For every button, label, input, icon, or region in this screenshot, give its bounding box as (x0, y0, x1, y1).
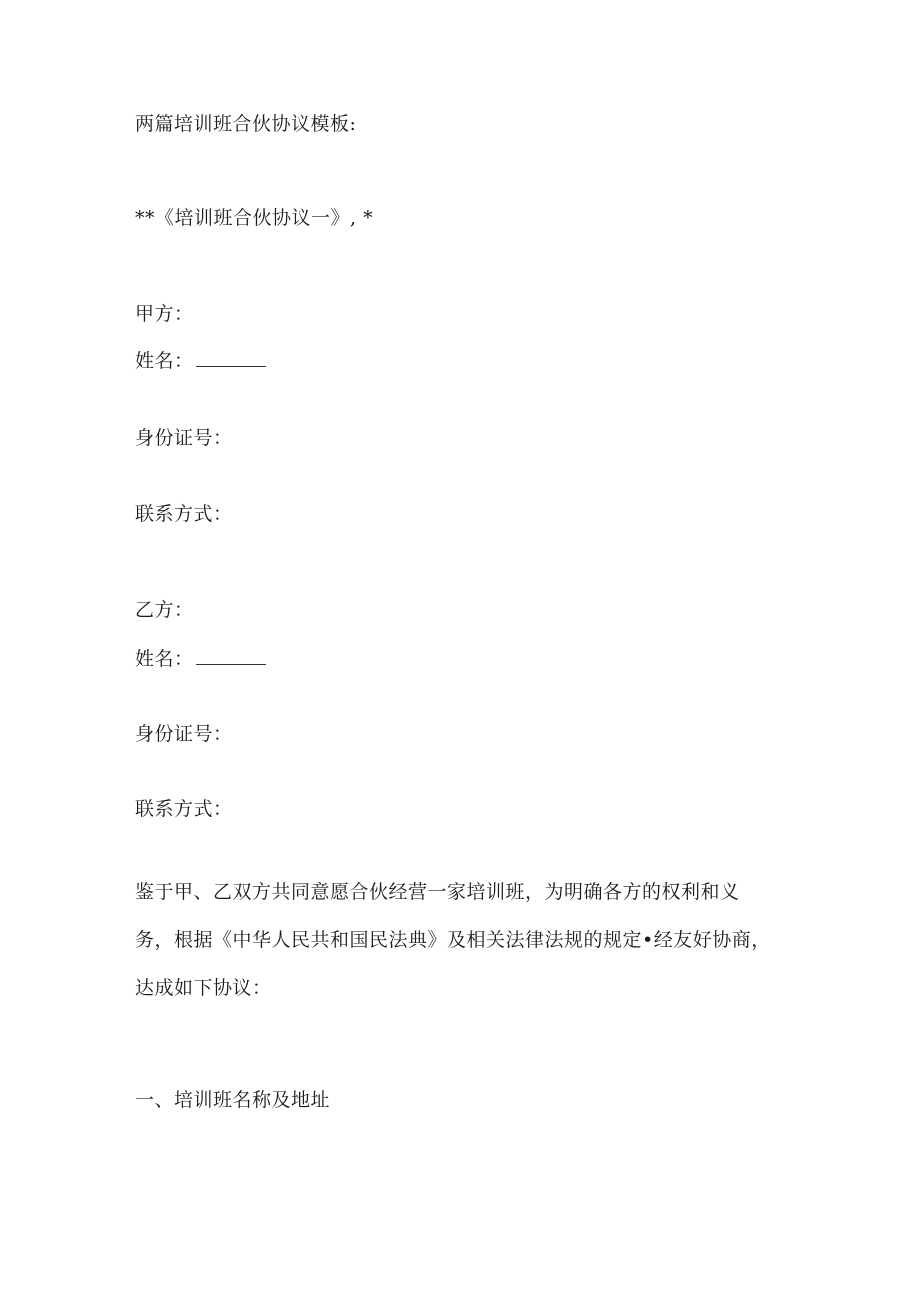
party-b-name-label: 姓名： (135, 648, 194, 670)
party-a-name-row (135, 348, 266, 373)
party-b-name-row (135, 646, 266, 671)
agreement-subtitle: **《培训班合伙协议一》, * (135, 207, 374, 229)
party-a-heading: 甲方： (135, 303, 194, 325)
party-a-name-label: 姓名： (135, 350, 194, 372)
party-b-contact-label: 联系方式： (135, 798, 233, 820)
section-1-heading: 一、培训班名称及地址 (135, 1089, 331, 1111)
document-title: 两篇培训班合伙协议模板: (135, 113, 357, 135)
party-a-id-label: 身份证号： (135, 427, 233, 449)
party-a-name-blank (196, 348, 266, 367)
party-b-heading: 乙方： (135, 599, 194, 621)
party-b-name-blank (196, 646, 266, 665)
preamble-paragraph: 鉴于甲、乙双方共同意愿合伙经营一家培训班，为明确各方的权利和义务，根据《中华人民共和国民法典》及相关法律法规的规定•经友好协商，达成如下协议： (135, 881, 771, 999)
party-b-id-label: 身份证号： (135, 723, 233, 745)
party-a-contact-label: 联系方式： (135, 503, 233, 525)
